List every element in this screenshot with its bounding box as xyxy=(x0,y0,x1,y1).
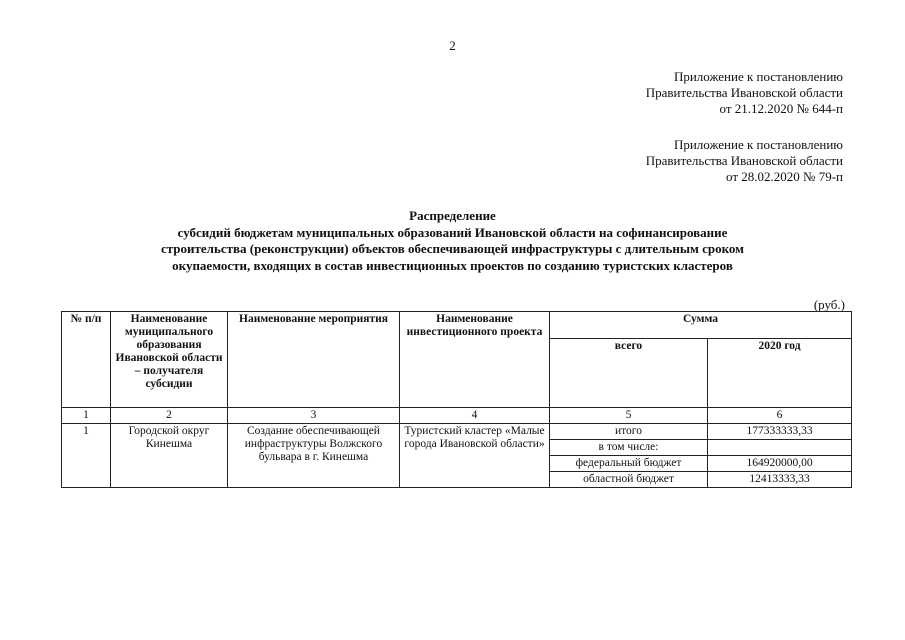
appendix-2-line-3: от 28.02.2020 № 79-п xyxy=(726,169,843,184)
column-number: 1 xyxy=(62,408,111,424)
row-measure: Создание обеспечивающей инфраструктуры Волжского бульвара в г. Кинешма xyxy=(228,424,400,488)
row-line-value xyxy=(708,440,852,456)
appendix-1-line-2: Правительства Ивановской области xyxy=(645,85,843,100)
document-title xyxy=(0,208,905,274)
column-number: 3 xyxy=(228,408,400,424)
page-number: 2 xyxy=(449,38,456,53)
appendix-1-line-1: Приложение к постановлению xyxy=(673,69,843,84)
header-municipality: Наименование муниципального образования Ивановской области – получателя субсидии xyxy=(111,312,228,408)
row-line-value: 12413333,33 xyxy=(708,472,852,488)
row-project: Туристский кластер «Малые города Ивановской области» xyxy=(400,424,550,488)
column-number: 5 xyxy=(550,408,708,424)
header-num: № п/п xyxy=(62,312,111,408)
row-line-value: 177333333,33 xyxy=(708,424,852,440)
currency-note: (руб.) xyxy=(813,297,845,312)
appendix-header-1 xyxy=(646,69,843,117)
row-line-value: 164920000,00 xyxy=(708,456,852,472)
column-numbers-row xyxy=(62,408,852,424)
header-sum: Сумма xyxy=(550,312,852,339)
row-municipality: Городской округ Кинешма xyxy=(111,424,228,488)
row-line-label: в том числе: xyxy=(550,440,708,456)
table-header-row xyxy=(62,312,852,339)
appendix-1-line-3: от 21.12.2020 № 644-п xyxy=(719,101,843,116)
row-line-label: областной бюджет xyxy=(550,472,708,488)
subsidy-table xyxy=(61,311,852,488)
row-line-label: итого xyxy=(550,424,708,440)
header-year: 2020 год xyxy=(708,339,852,408)
appendix-header-2 xyxy=(646,137,843,185)
appendix-2-line-1: Приложение к постановлению xyxy=(673,137,843,152)
header-project: Наименование инвестиционного проекта xyxy=(400,312,550,408)
appendix-2-line-2: Правительства Ивановской области xyxy=(645,153,843,168)
column-number: 6 xyxy=(708,408,852,424)
row-line-label: федеральный бюджет xyxy=(550,456,708,472)
title-line-4: окупаемости, входящих в состав инвестиционных проектов по созданию туристских кластеров xyxy=(172,257,733,273)
title-line-2: субсидий бюджетам муниципальных образований Ивановской области на софинансирование xyxy=(177,224,728,240)
header-total: всего xyxy=(550,339,708,408)
table-row xyxy=(62,424,852,440)
header-measure: Наименование мероприятия xyxy=(228,312,400,408)
column-number: 2 xyxy=(111,408,228,424)
column-number: 4 xyxy=(400,408,550,424)
title-line-1: Распределение xyxy=(409,208,496,223)
title-line-3: строительства (реконструкции) объектов обеспечивающей инфраструктуры с длительным сроком xyxy=(160,241,745,256)
row-num: 1 xyxy=(62,424,111,488)
